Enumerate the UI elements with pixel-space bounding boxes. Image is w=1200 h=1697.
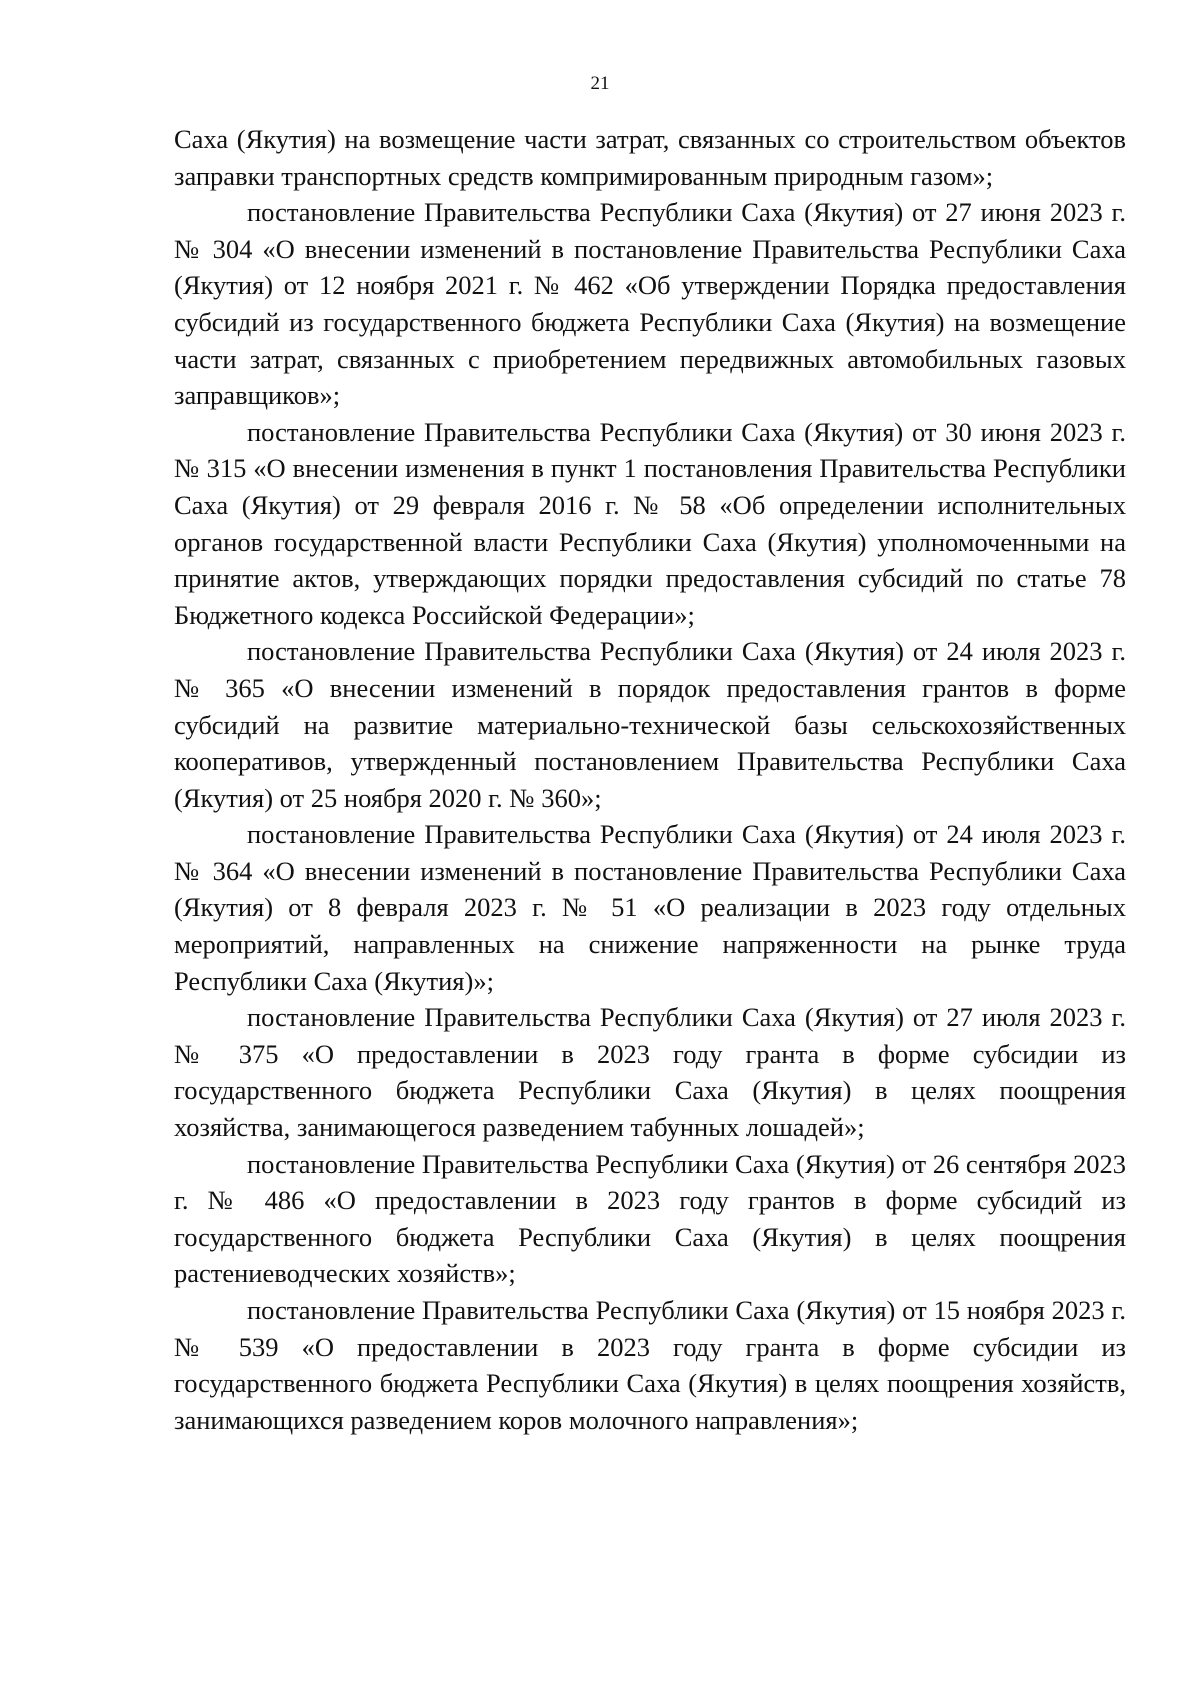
- page-number: 21: [590, 73, 610, 94]
- document-body: [174, 121, 1126, 1438]
- paragraph-resolution-315: постановление Правительства Республики Саха (Якутия) от 30 июня 2023 г. № 315 «О внесении изменения в пункт 1 постановления Правительства Республики Саха (Якутия) от 29 февраля 2016 г. № 58 «Об определении исполнительных органов государственной власти Республики Саха (Якутия) уполномоченными на принятие актов, утверждающих порядки предоставления субсидий по статье 78 Бюджетного кодекса Российской Федерации»;: [174, 416, 1126, 630]
- paragraph-resolution-304: постановление Правительства Республики Саха (Якутия) от 27 июня 2023 г. № 304 «О внесении изменений в постановление Правительства Республики Саха (Якутия) от 12 ноября 2021 г. № 462 «Об утверждении Порядка предоставления субсидий из государственного бюджета Республики Саха (Якутия) на возмещение части затрат, связанных с приобретением передвижных автомобильных газовых заправщиков»;: [174, 197, 1126, 411]
- paragraph-resolution-364: постановление Правительства Республики Саха (Якутия) от 24 июля 2023 г. № 364 «О внесении изменений в постановление Правительства Республики Саха (Якутия) от 8 февраля 2023 г. № 51 «О реализации в 2023 году отдельных мероприятий, направленных на снижение напряженности на рынке труда Республики Саха (Якутия)»;: [174, 819, 1126, 996]
- paragraph-continuation: Саха (Якутия) на возмещение части затрат, связанных со строительством объектов заправки транспортных средств компримированным природным газом»;: [174, 124, 1126, 191]
- paragraph-resolution-375: постановление Правительства Республики Саха (Якутия) от 27 июля 2023 г. № 375 «О предоставлении в 2023 году гранта в форме субсидии из государственного бюджета Республики Саха (Якутия) в целях поощрения хозяйства, занимающегося разведением табунных лошадей»;: [174, 1002, 1126, 1143]
- paragraph-resolution-539: постановление Правительства Республики Саха (Якутия) от 15 ноября 2023 г. № 539 «О предоставлении в 2023 году гранта в форме субсидии из государственного бюджета Республики Саха (Якутия) в целях поощрения хозяйств, занимающихся разведением коров молочного направления»;: [174, 1295, 1126, 1435]
- paragraph-resolution-365: постановление Правительства Республики Саха (Якутия) от 24 июля 2023 г. № 365 «О внесении изменений в порядок предоставления грантов в форме субсидий на развитие материально-технической базы сельскохозяйственных кооперативов, утвержденный постановлением Правительства Республики Саха (Якутия) от 25 ноября 2020 г. № 360»;: [174, 636, 1126, 813]
- paragraph-resolution-486: постановление Правительства Республики Саха (Якутия) от 26 сентября 2023 г. № 486 «О предоставлении в 2023 году грантов в форме субсидий из государственного бюджета Республики Саха (Якутия) в целях поощрения растениеводческих хозяйств»;: [174, 1148, 1126, 1289]
